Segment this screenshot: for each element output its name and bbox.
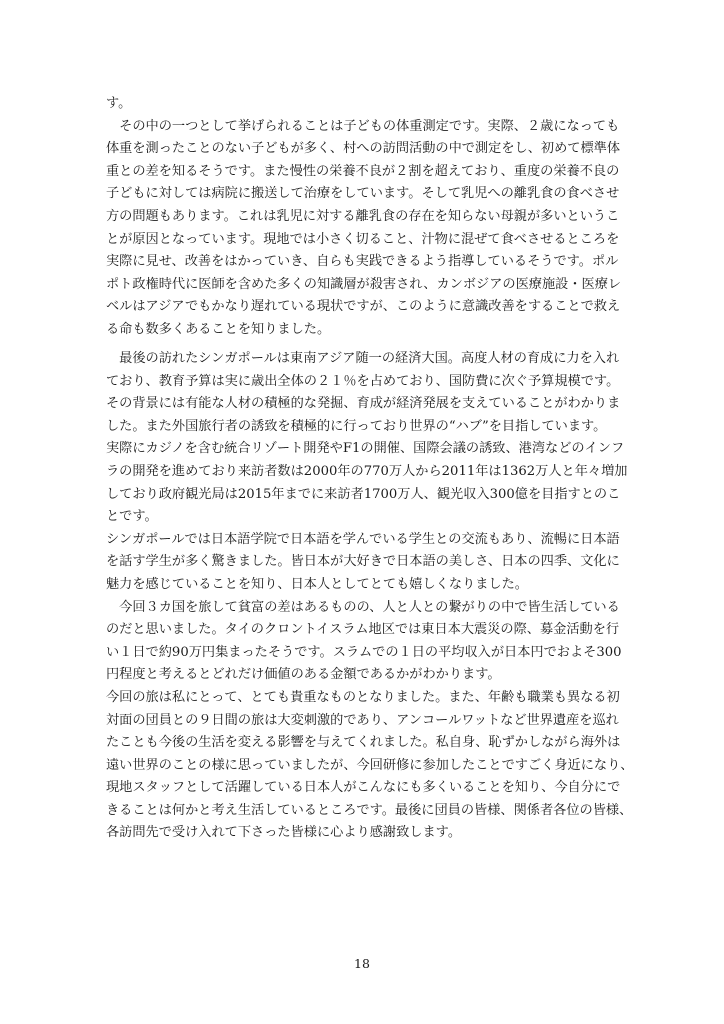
text-line: とです。 <box>106 509 158 525</box>
text-line: 対面の団員との９日間の旅は大変刺激的であり、アンコールワットなど世界遺産を巡れ <box>106 712 619 728</box>
text-line: 子どもに対しては病院に搬送して治療をしています。そして乳児への離乳食の食べさせ <box>106 186 620 202</box>
text-line: その中の一つとして挙げられることは子どもの体重測定です。実際、２歳になっても <box>106 118 620 134</box>
text-line: い１日で約90万円集まったそうです。スラムでの１日の平均収入が日本円でおよそ300 <box>106 644 622 660</box>
text-line: ポト政権時代に医師を含めた多くの知識層が殺害され、カンボジアの医療施設・医療レ <box>106 276 622 292</box>
text-line: した。また外国旅行者の誘致を積極的に行っており世界の“ハブ”を目指しています。 <box>106 418 607 434</box>
text-line: ベルはアジアでもかなり遅れている現状ですが、このように意識改善をすることで救え <box>106 299 621 315</box>
text-line: 遠い世界のことの様に思っていましたが、今回研修に参加したことですごく身近になり、 <box>106 757 634 773</box>
text-line: を話す学生が多く驚きました。皆日本が大好きで日本語の美しさ、日本の四季、文化に <box>106 554 620 570</box>
text-line: 現地スタッフとして活躍している日本人がこんなにも多くいることを知り、今自分にで <box>106 780 621 796</box>
cambodia-section <box>106 93 626 342</box>
text-line: 体重を測ったことのない子どもが多く、村への訪問活動の中で測定をし、初めて標準体 <box>106 141 621 157</box>
text-line: 今回３カ国を旅して貧富の差はあるものの、人と人との繋がりの中で皆生活している <box>106 599 620 615</box>
text-line: 最後の訪れたシンガポールは東南アジア随一の経済大国。高度人材の育成に力を入れ <box>106 351 620 366</box>
singapore-section <box>106 348 634 845</box>
text-line: のだと思いました。タイのクロントイスラム地区では東日本大震災の際、募金活動を行 <box>106 622 620 638</box>
text-line: しており政府観光局は2015年までに来訪者1700万人、観光収入300億を目指すとのこ <box>106 486 621 502</box>
text-line: きることは何かと考え生活しているところです。最後に団員の皆様、関係者各位の皆様、 <box>106 802 633 818</box>
text-line: 重との差を知るそうです。また慢性の栄養不良が２割を超えており、重度の栄養不良の <box>106 163 620 179</box>
text-line: 実際にカジノを含む統合リゾート開発やF1の開催、国際会議の誘致、港湾などのインフ <box>106 441 625 457</box>
text-line: たことも今後の生活を変える影響を与えてくれました。私自身、恥ずかしながら海外は <box>106 735 621 751</box>
text-line: 各訪問先で受け入れて下さった皆様に心より感謝致します。 <box>106 825 462 841</box>
text-line: す。 <box>106 96 132 111</box>
text-line: ラの開発を進めており来訪者数は2000年の770万人から2011年は1362万人と年々増加 <box>106 463 628 479</box>
text-line: とが原因となっています。現地では小さく切ること、汁物に混ぜて食べさせるところを <box>106 231 620 247</box>
text-line: 実際に見せ、改善をはかっていき、自らも実践できるよう指導しているそうです。ポル <box>106 254 619 270</box>
text-line: 方の問題もあります。これは乳児に対する離乳食の存在を知らない母親が多いというこ <box>106 208 620 224</box>
text-line: 円程度と考えるとどれだけ価値のある金額であるかがわかります。 <box>106 667 501 683</box>
text-line: ており、教育予算は実に歳出全体の２１％を占めており、国防費に次ぐ予算規模です。 <box>106 373 620 389</box>
text-line: る命も数多くあることを知りました。 <box>106 321 331 337</box>
text-line: その背景には有能な人材の積極的な発掘、育成が経済発展を支えていることがわかりま <box>106 396 621 412</box>
page-number: 18 <box>354 956 370 971</box>
text-line: シンガポールでは日本語学院で日本語を学んでいる学生との交流もあり、流暢に日本語 <box>106 531 620 547</box>
text-line: 魅力を感じていることを知り、日本人としてとても嬉しくなりました。 <box>106 576 528 592</box>
text-line: 今回の旅は私にとって、とても貴重なものとなりました。また、年齢も職業も異なる初 <box>106 689 620 705</box>
